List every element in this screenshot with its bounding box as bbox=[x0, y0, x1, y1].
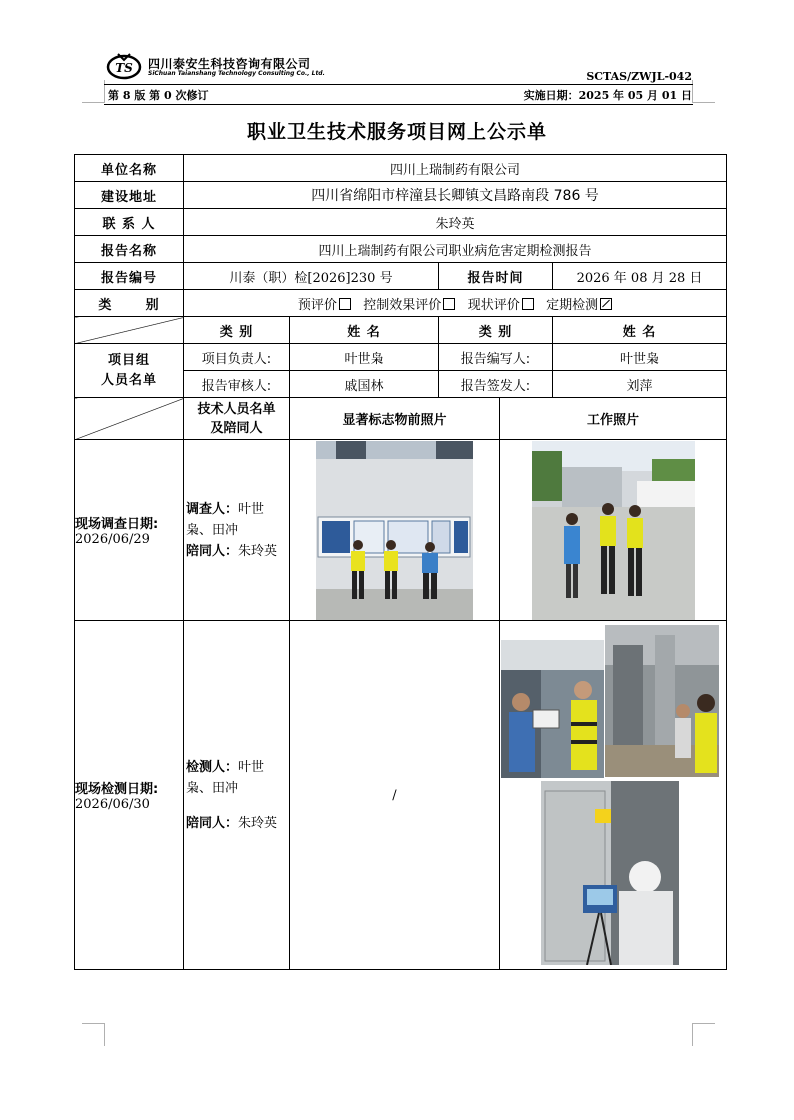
header-divider bbox=[104, 84, 693, 85]
detection-staff bbox=[184, 757, 289, 799]
work-photo bbox=[532, 441, 695, 620]
detection-photo-3 bbox=[541, 781, 679, 965]
edition-info: 第 8 版 第 0 次修订 bbox=[108, 89, 209, 102]
surveyor-names: 叶世枭、田冲 bbox=[186, 501, 265, 538]
crop-mark bbox=[82, 1023, 105, 1046]
team-col-category: 类 别 bbox=[184, 317, 290, 344]
survey-date-label: 现场调查日期: bbox=[75, 517, 159, 532]
company-name-en: SiChuan Taianshang Technology Consulting Co., Ltd. bbox=[148, 70, 325, 77]
category-option-pre-evaluation bbox=[298, 298, 351, 313]
survey-staff-cell bbox=[184, 440, 290, 621]
category-option-label: 现状评价 bbox=[467, 297, 520, 313]
contact-value: 朱玲英 bbox=[184, 209, 727, 236]
checkbox-control-effect bbox=[443, 298, 455, 310]
work-photo-cell bbox=[500, 440, 727, 621]
logo-text: TS bbox=[115, 61, 133, 75]
landmark-photo bbox=[316, 441, 473, 620]
team-member: 戚国林 bbox=[290, 371, 439, 398]
company-logo bbox=[106, 52, 142, 80]
report-number-label: 报告编号 bbox=[75, 263, 184, 290]
survey-escort bbox=[184, 541, 289, 562]
detector-label: 检测人： bbox=[186, 759, 239, 775]
surveyor-label: 调查人： bbox=[186, 501, 239, 517]
diagonal-header-cell bbox=[75, 398, 184, 440]
survey-staff bbox=[184, 499, 289, 541]
detection-date-cell bbox=[75, 621, 184, 970]
staff-column-header: 技术人员名单 及陪同人 bbox=[184, 398, 290, 440]
company-name: 四川泰安生科技咨询有限公司 bbox=[148, 57, 311, 71]
team-role: 报告审核人: bbox=[184, 371, 290, 398]
empty-placeholder: / bbox=[392, 787, 397, 803]
detection-photos-cell bbox=[500, 621, 727, 970]
report-time-value: 2026 年 08 月 28 日 bbox=[553, 263, 727, 290]
landmark-photo-cell-empty bbox=[290, 621, 500, 970]
disclosure-form bbox=[74, 154, 727, 970]
detection-photos bbox=[500, 621, 724, 967]
address-label: 建设地址 bbox=[75, 182, 184, 209]
team-member: 叶世枭 bbox=[290, 344, 439, 371]
escort-label: 陪同人： bbox=[186, 815, 239, 831]
survey-date-cell bbox=[75, 440, 184, 621]
landmark-photo-cell bbox=[290, 440, 500, 621]
detection-staff-cell bbox=[184, 621, 290, 970]
detection-date-label: 现场检测日期: bbox=[75, 782, 159, 797]
category-option-control-effect bbox=[363, 298, 455, 313]
team-role: 项目负责人: bbox=[184, 344, 290, 371]
report-number-value: 川泰（职）检[2026]230 号 bbox=[184, 263, 439, 290]
project-team-label: 项目组 人员名单 bbox=[75, 344, 184, 398]
team-member: 叶世枭 bbox=[553, 344, 727, 371]
category-option-status bbox=[468, 298, 534, 313]
report-time-label: 报告时间 bbox=[439, 263, 553, 290]
category-option-periodic bbox=[546, 298, 612, 313]
category-option-label: 定期检测 bbox=[546, 297, 599, 313]
category-option-label: 控制效果评价 bbox=[363, 297, 442, 313]
address-value: 四川省绵阳市梓潼县长卿镇文昌路南段 786 号 bbox=[184, 182, 727, 209]
work-photo-header: 工作照片 bbox=[500, 398, 727, 440]
detection-date-value: 2026/06/30 bbox=[75, 797, 150, 812]
team-role: 报告签发人: bbox=[439, 371, 553, 398]
landmark-photo-header: 显著标志物前照片 bbox=[290, 398, 500, 440]
team-col-category-2: 类 别 bbox=[439, 317, 553, 344]
report-name-value: 四川上瑞制药有限公司职业病危害定期检测报告 bbox=[184, 236, 727, 263]
diagonal-header-cell bbox=[75, 317, 184, 344]
team-col-name-2: 姓 名 bbox=[553, 317, 727, 344]
unit-name-value: 四川上瑞制药有限公司 bbox=[184, 155, 727, 182]
team-col-name: 姓 名 bbox=[290, 317, 439, 344]
category-label: 类 别 bbox=[75, 290, 184, 317]
report-name-label: 报告名称 bbox=[75, 236, 184, 263]
document-code: SCTAS/ZWJL-042 bbox=[586, 70, 692, 83]
escort-label: 陪同人： bbox=[186, 543, 239, 559]
team-member: 刘萍 bbox=[553, 371, 727, 398]
checkbox-pre-evaluation bbox=[339, 298, 351, 310]
effective-date: 实施日期：2025 年 05 月 01 日 bbox=[523, 89, 692, 102]
detection-photo-1 bbox=[501, 640, 604, 778]
crop-mark bbox=[692, 80, 715, 103]
checkbox-periodic-detection-checked bbox=[600, 298, 612, 310]
escort-name: 朱玲英 bbox=[238, 543, 278, 559]
detection-photo-2 bbox=[605, 625, 719, 777]
detector-names: 叶世枭、田冲 bbox=[186, 759, 265, 796]
header-divider bbox=[104, 104, 693, 105]
unit-name-label: 单位名称 bbox=[75, 155, 184, 182]
crop-mark bbox=[82, 80, 105, 103]
detection-escort bbox=[184, 813, 289, 834]
category-options bbox=[184, 290, 727, 317]
contact-label: 联 系 人 bbox=[75, 209, 184, 236]
team-role: 报告编写人: bbox=[439, 344, 553, 371]
escort-name: 朱玲英 bbox=[238, 815, 278, 831]
category-option-label: 预评价 bbox=[297, 297, 337, 313]
survey-date-value: 2026/06/29 bbox=[75, 532, 150, 547]
page-title: 职业卫生技术服务项目网上公示单 bbox=[246, 121, 547, 143]
crop-mark bbox=[692, 1023, 715, 1046]
checkbox-status-evaluation bbox=[522, 298, 534, 310]
